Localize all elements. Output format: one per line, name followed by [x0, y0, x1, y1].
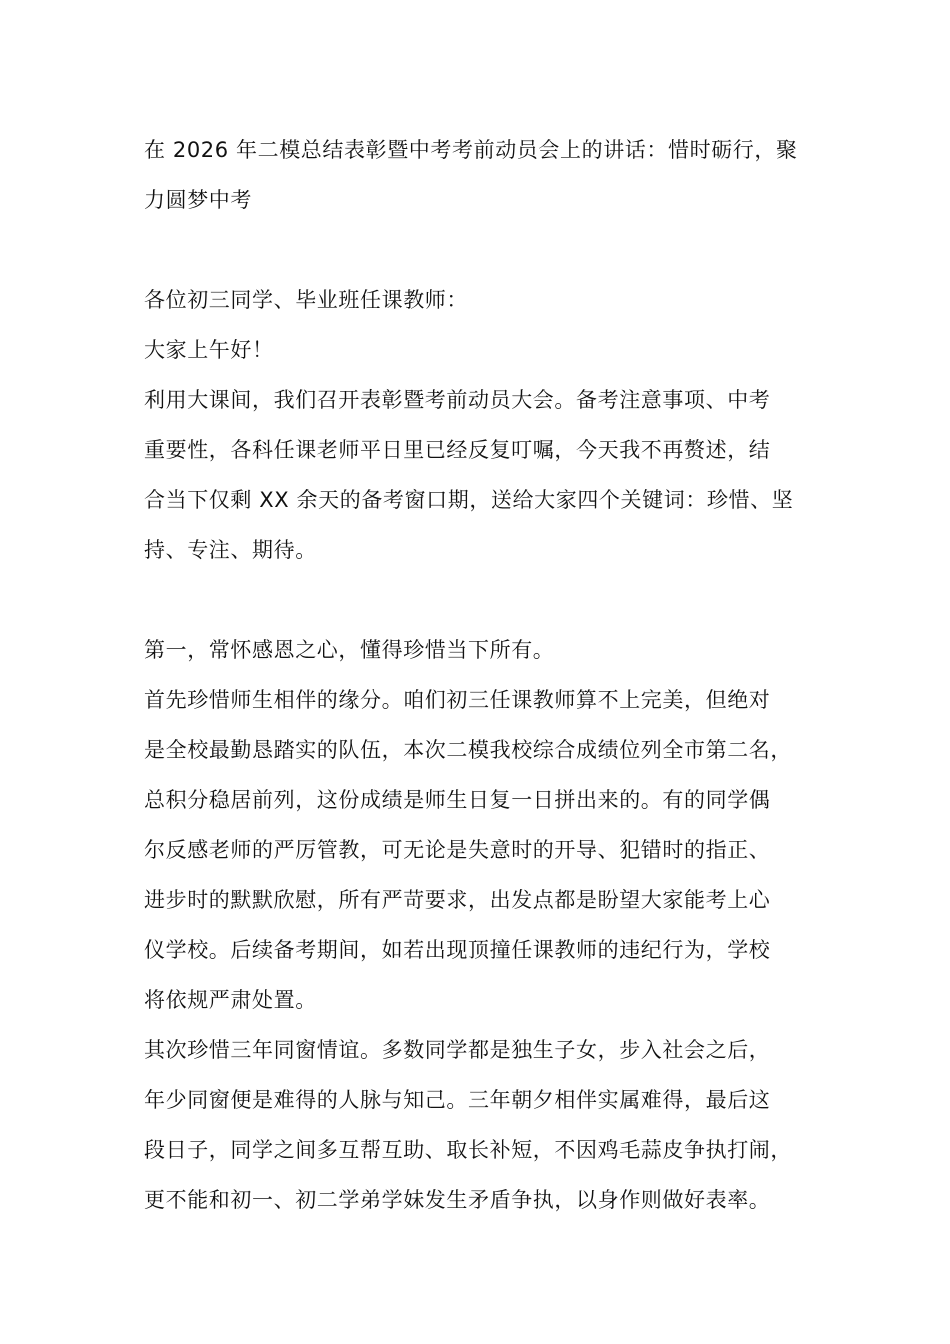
body-line: 首先珍惜师生相伴的缘分。咱们初三任课教师算不上完美，但绝对 — [144, 688, 771, 712]
section-one — [144, 625, 814, 1225]
body-line: 年少同窗便是难得的人脉与知己。三年朝夕相伴实属难得，最后这 — [144, 1088, 771, 1112]
opening-paragraphs — [144, 275, 814, 575]
body-line: 尔反感老师的严厉管教，可无论是失意时的开导、犯错时的指正、 — [144, 838, 771, 862]
body-line: 仪学校。后续备考期间，如若出现顶撞任课教师的违纪行为，学校 — [144, 938, 771, 962]
body-line: 更不能和初一、初二学弟学妹发生矛盾争执，以身作则做好表率。 — [144, 1188, 771, 1212]
body-line: 总积分稳居前列，这份成绩是师生日复一日拼出来的。有的同学偶 — [144, 788, 771, 812]
title-line: 力圆梦中考 — [144, 188, 252, 212]
body-line: 将依规严肃处置。 — [144, 988, 317, 1012]
body-line: 进步时的默默欣慰，所有严苛要求，出发点都是盼望大家能考上心 — [144, 888, 771, 912]
intro-line: 利用大课间，我们召开表彰暨考前动员大会。备考注意事项、中考 — [144, 388, 771, 412]
intro-line: 重要性，各科任课老师平日里已经反复叮嘱，今天我不再赘述，结 — [144, 438, 771, 462]
intro-line: 持、专注、期待。 — [144, 538, 317, 562]
body-line: 段日子，同学之间多互帮互助、取长补短，不因鸡毛蒜皮争执打闹， — [144, 1138, 792, 1162]
intro-line: 合当下仅剩 XX 余天的备考窗口期，送给大家四个关键词：珍惜、坚 — [144, 488, 794, 512]
title-line: 在 2026 年二模总结表彰暨中考考前动员会上的讲话：惜时砺行，聚 — [144, 138, 798, 162]
greeting-line: 大家上午好！ — [144, 338, 274, 362]
section-heading: 第一，常怀感恩之心，懂得珍惜当下所有。 — [144, 638, 555, 662]
speech-title — [144, 125, 814, 225]
body-line: 其次珍惜三年同窗情谊。多数同学都是独生子女，步入社会之后， — [144, 1038, 771, 1062]
body-line: 是全校最勤恳踏实的队伍，本次二模我校综合成绩位列全市第二名， — [144, 738, 792, 762]
salutation: 各位初三同学、毕业班任课教师： — [144, 288, 468, 312]
